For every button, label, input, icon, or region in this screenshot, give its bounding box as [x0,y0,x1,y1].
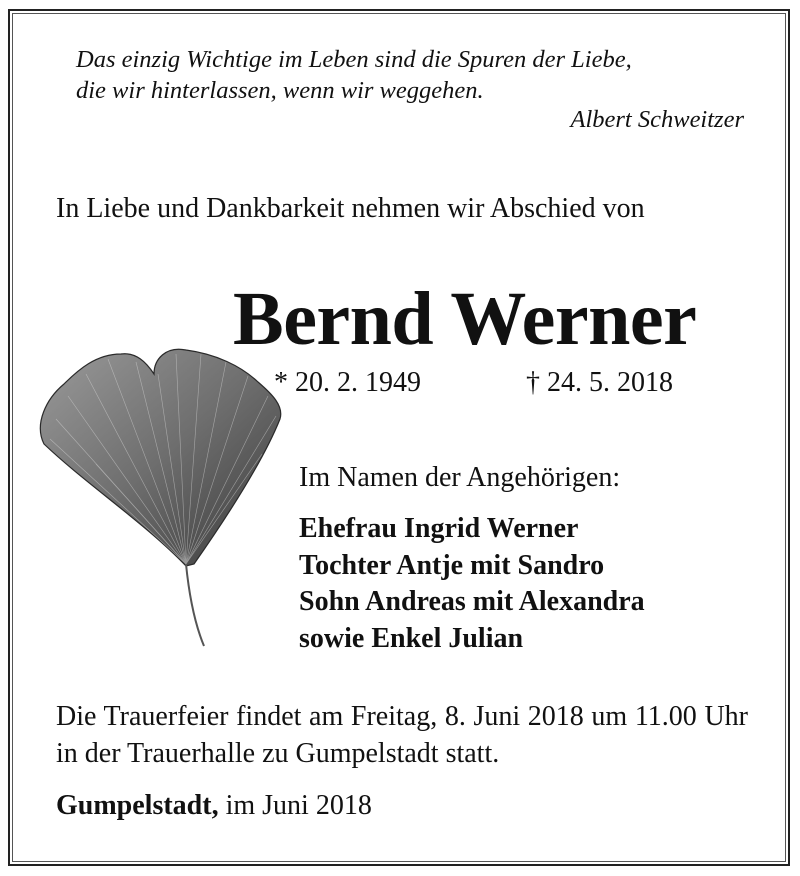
quote-author: Albert Schweitzer [570,106,744,133]
death-date: † 24. 5. 2018 [526,367,673,398]
quote-line-2: die wir hinterlassen, wenn wir weggehen. [76,77,484,104]
intro-text: In Liebe und Dankbarkeit nehmen wir Abschied von [56,193,645,224]
quote [76,44,746,106]
place-town: Gumpelstadt, [56,790,219,821]
ginkgo-leaf-icon [26,344,286,650]
relatives-list [299,511,645,657]
ceremony-text: Die Trauerfeier findet am Freitag, 8. Juni 2018 um 11.00 Uhr in der Trauerhalle zu Gumpelstadt statt. [56,701,748,769]
deceased-name: Bernd Werner [233,277,697,361]
relative-name: Sohn Andreas mit Alexandra [299,586,645,617]
quote-line-1: Das einzig Wichtige im Leben sind die Spuren der Liebe, [76,46,632,73]
relatives-label: Im Namen der Angehörigen: [299,462,621,493]
birth-date: * 20. 2. 1949 [274,367,421,398]
relative-name: sowie Enkel Julian [299,622,524,654]
relative-name: Ehefrau Ingrid Werner [299,513,579,544]
place-date: im Juni 2018 [225,790,372,821]
relative-name: Tochter Antje mit Sandro [299,549,605,581]
place-date-line [56,790,372,822]
